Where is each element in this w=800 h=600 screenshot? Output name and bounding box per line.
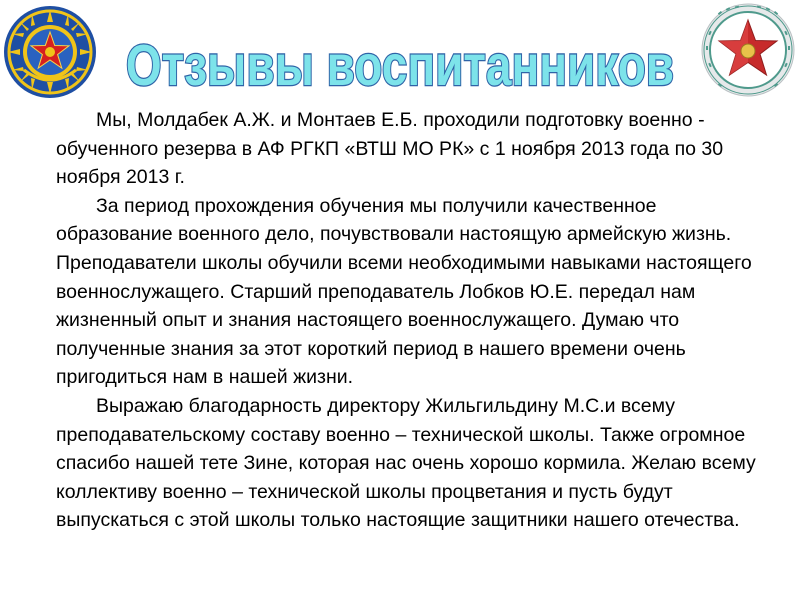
paragraph-training: За период прохождения обучения мы получили качественное образование военного дело, почувствовали настоящую армейскую жизнь. Преподаватели школы обучили всеми необходимыми навыками настоящего военнослужащего. Старший преподаватель Лобков Ю.Е. передал нам жизненный опыт и знания настоящего военнослужащего. Думаю что полученные знания за этот короткий период в нашего времени очень пригодиться нам в нашей жизни. [56, 194, 752, 389]
paragraph-intro: Мы, Молдабек А.Ж. и Монтаев Е.Б. проходили подготовку военно - обученного резерва в АФ РГКП «ВТШ МО РК» с 1 ноября 2013 года по 30 ноября 2013 г. [56, 109, 724, 189]
page-title [0, 30, 800, 101]
testimonial-text [56, 106, 774, 535]
paragraph-gratitude: Выражаю благодарность директору Жильгильдину М.С.и всему преподавательскому составу военно – технической школы. Также огромное спасибо нашей тете Зине, которая нас очень хорошо кормила. Желаю всему коллективу военно – технической школы процветания и пусть будут выпускаться с этой школы только настоящие защитники нашего отечества. [56, 394, 756, 532]
page-title-text: Отзывы воспитанников [125, 34, 675, 96]
